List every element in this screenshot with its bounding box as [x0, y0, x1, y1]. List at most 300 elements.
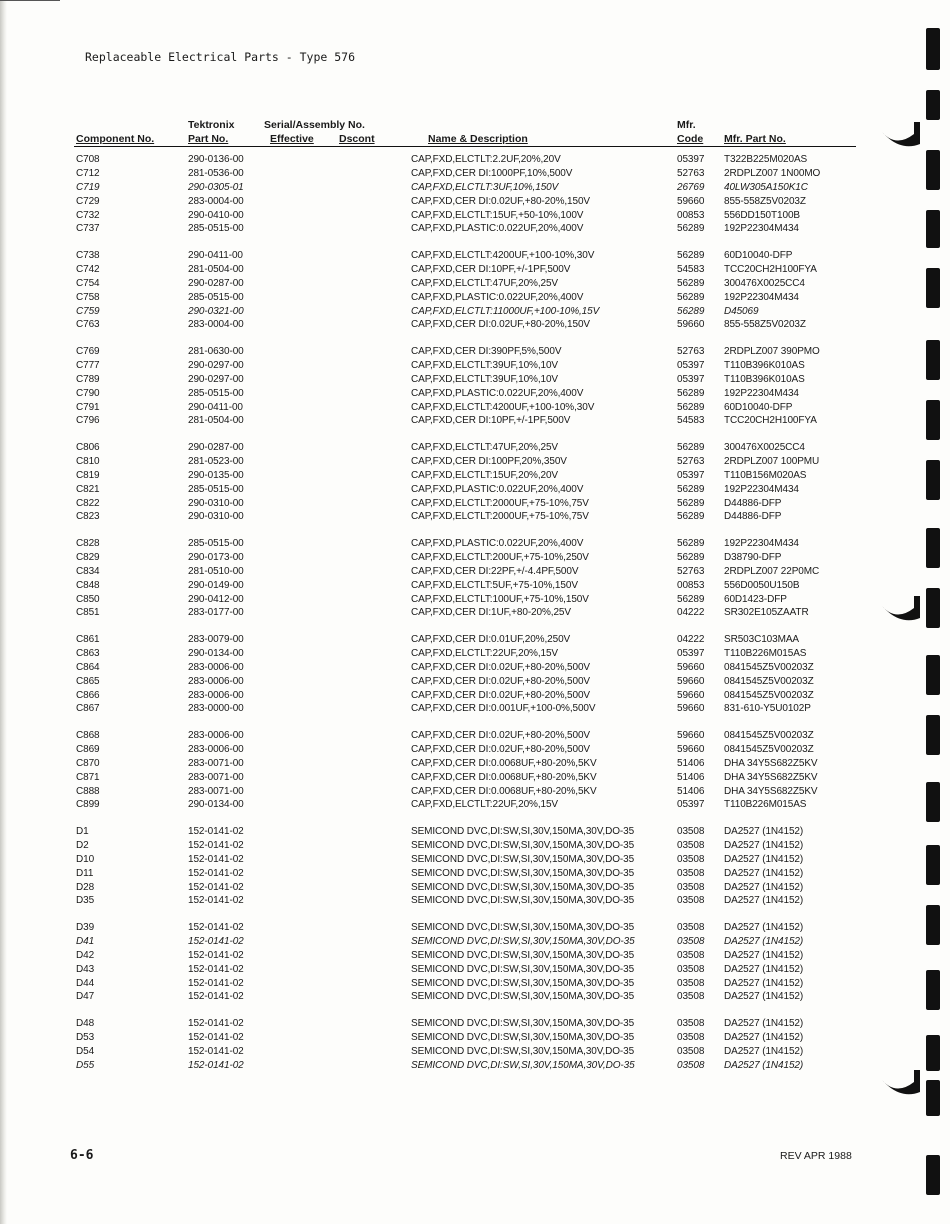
- tektronix-part-no-cell: 285-0515-00: [188, 538, 244, 549]
- tektronix-part-no-cell: 152-0141-02: [188, 881, 244, 893]
- mfr-code-cell: 03508: [677, 1045, 705, 1057]
- table-row: [0, 441, 880, 455]
- mfr-code-cell: 00853: [677, 579, 705, 591]
- tektronix-part-no-cell: 290-0287-00: [188, 277, 244, 289]
- mfr-part-no-cell: 831-610-Y5U0102P: [724, 703, 811, 715]
- name-description-cell: SEMICOND DVC,DI:SW,SI,30V,150MA,30V,DO-35: [411, 1059, 635, 1071]
- component-no-cell: C759: [76, 305, 100, 317]
- name-description-cell: SEMICOND DVC,DI:SW,SI,30V,150MA,30V,DO-35: [411, 977, 635, 989]
- mfr-code-cell: 59660: [677, 743, 705, 755]
- tektronix-part-no-cell: 290-0134-00: [188, 799, 244, 811]
- header-dscont: Dscont: [339, 133, 375, 145]
- table-row: [0, 702, 880, 716]
- component-no-cell: D11: [76, 867, 94, 879]
- tektronix-part-no-cell: 283-0006-00: [188, 743, 244, 755]
- registration-mark: [926, 460, 940, 500]
- name-description-cell: CAP,FXD,CER DI:0.02UF,+80-20%,150V: [411, 195, 591, 207]
- name-description-cell: SEMICOND DVC,DI:SW,SI,30V,150MA,30V,DO-35: [411, 922, 635, 933]
- component-no-cell: C738: [76, 250, 100, 261]
- component-no-cell: C867: [76, 703, 100, 715]
- component-no-cell: C866: [76, 689, 100, 701]
- registration-mark: [926, 268, 940, 308]
- tektronix-part-no-cell: 281-0630-00: [188, 346, 244, 357]
- tektronix-part-no-cell: 285-0515-00: [188, 223, 244, 235]
- parts-group: [0, 633, 880, 729]
- tektronix-part-no-cell: 290-0297-00: [188, 359, 244, 371]
- parts-group: [0, 537, 880, 633]
- header-serial-assembly: Serial/Assembly No.: [264, 119, 365, 131]
- table-row: [0, 510, 880, 524]
- tektronix-part-no-cell: 152-0141-02: [188, 1031, 244, 1043]
- mfr-code-cell: 56289: [677, 387, 705, 399]
- component-no-cell: C769: [76, 346, 100, 357]
- tektronix-part-no-cell: 281-0523-00: [188, 455, 244, 467]
- name-description-cell: SEMICOND DVC,DI:SW,SI,30V,150MA,30V,DO-35: [411, 963, 635, 975]
- name-description-cell: CAP,FXD,CER DI:22PF,+/-4.4PF,500V: [411, 565, 579, 577]
- name-description-cell: CAP,FXD,CER DI:10PF,+/-1PF,500V: [411, 415, 571, 427]
- mfr-code-cell: 59660: [677, 661, 705, 673]
- name-description-cell: CAP,FXD,ELCTLT:22UF,20%,15V: [411, 799, 558, 811]
- mfr-part-no-cell: 0841545Z5V00203Z: [724, 661, 814, 673]
- component-no-cell: C871: [76, 771, 100, 783]
- table-row: [0, 222, 880, 236]
- tektronix-part-no-cell: 290-0321-00: [188, 305, 244, 317]
- name-description-cell: SEMICOND DVC,DI:SW,SI,30V,150MA,30V,DO-35: [411, 895, 635, 907]
- mfr-part-no-cell: 556D0050U150B: [724, 579, 800, 591]
- component-no-cell: C732: [76, 209, 100, 221]
- mfr-code-cell: 03508: [677, 895, 705, 907]
- mfr-code-cell: 52763: [677, 565, 705, 577]
- name-description-cell: CAP,FXD,CER DI:0.0068UF,+80-20%,5KV: [411, 785, 597, 797]
- mfr-part-no-cell: SR302E105ZAATR: [724, 607, 809, 619]
- mfr-part-no-cell: 556DD150T100B: [724, 209, 800, 221]
- name-description-cell: CAP,FXD,PLASTIC:0.022UF,20%,400V: [411, 223, 584, 235]
- mfr-part-no-cell: 192P22304M434: [724, 223, 799, 235]
- name-description-cell: CAP,FXD,ELCTLT:5UF,+75-10%,150V: [411, 579, 578, 591]
- tektronix-part-no-cell: 290-0305-01: [188, 181, 244, 193]
- table-row: [0, 497, 880, 511]
- component-no-cell: C810: [76, 455, 100, 467]
- table-row: [0, 1017, 880, 1031]
- component-no-cell: C806: [76, 442, 100, 453]
- table-row: [0, 963, 880, 977]
- parts-group: [0, 825, 880, 921]
- mfr-code-cell: 56289: [677, 223, 705, 235]
- table-row: [0, 743, 880, 757]
- table-row: [0, 825, 880, 839]
- component-no-cell: D42: [76, 949, 95, 961]
- registration-mark: [926, 28, 940, 70]
- table-row: [0, 579, 880, 593]
- component-no-cell: C742: [76, 263, 100, 275]
- component-no-cell: C789: [76, 373, 100, 385]
- header-name-description: Name & Description: [428, 133, 528, 145]
- mfr-part-no-cell: 0841545Z5V00203Z: [724, 730, 814, 741]
- tektronix-part-no-cell: 281-0504-00: [188, 415, 244, 427]
- table-row: [0, 990, 880, 1004]
- table-row: [0, 867, 880, 881]
- mfr-code-cell: 03508: [677, 1059, 705, 1071]
- name-description-cell: CAP,FXD,ELCTLT:39UF,10%,10V: [411, 359, 558, 371]
- registration-mark: [926, 400, 940, 440]
- mfr-part-no-cell: 855-558Z5V0203Z: [724, 195, 806, 207]
- component-no-cell: D48: [76, 1018, 95, 1029]
- name-description-cell: CAP,FXD,CER DI:0.02UF,+80-20%,500V: [411, 743, 591, 755]
- name-description-cell: CAP,FXD,ELCTLT:11000UF,+100-10%,15V: [411, 305, 600, 317]
- table-row: [0, 949, 880, 963]
- mfr-part-no-cell: 192P22304M434: [724, 387, 799, 399]
- component-no-cell: C712: [76, 167, 100, 179]
- mfr-code-cell: 03508: [677, 1031, 705, 1043]
- component-no-cell: D28: [76, 881, 95, 893]
- registration-mark: [926, 1080, 940, 1116]
- name-description-cell: CAP,FXD,PLASTIC:0.022UF,20%,400V: [411, 387, 584, 399]
- registration-mark: [926, 782, 940, 822]
- table-row: [0, 387, 880, 401]
- name-description-cell: CAP,FXD,ELCTLT:47UF,20%,25V: [411, 277, 558, 289]
- table-row: [0, 921, 880, 935]
- mfr-code-cell: 04222: [677, 634, 705, 645]
- mfr-code-cell: 59660: [677, 195, 705, 207]
- table-row: [0, 1031, 880, 1045]
- table-row: [0, 853, 880, 867]
- name-description-cell: CAP,FXD,ELCTLT:22UF,20%,15V: [411, 647, 558, 659]
- registration-mark: [926, 1155, 940, 1195]
- tektronix-part-no-cell: 285-0515-00: [188, 291, 244, 303]
- name-description-cell: SEMICOND DVC,DI:SW,SI,30V,150MA,30V,DO-35: [411, 1031, 635, 1043]
- component-no-cell: C870: [76, 757, 100, 769]
- mfr-part-no-cell: DA2527 (1N4152): [724, 867, 804, 879]
- mfr-part-no-cell: 300476X0025CC4: [724, 277, 805, 289]
- table-row: [0, 167, 880, 181]
- component-no-cell: C708: [76, 154, 100, 165]
- name-description-cell: CAP,FXD,PLASTIC:0.022UF,20%,400V: [411, 483, 584, 495]
- name-description-cell: CAP,FXD,ELCTLT:15UF,+50-10%,100V: [411, 209, 584, 221]
- component-no-cell: C865: [76, 675, 100, 687]
- parts-group: [0, 441, 880, 537]
- scan-top-rule: [0, 0, 60, 1]
- registration-mark: [926, 905, 940, 945]
- mfr-code-cell: 03508: [677, 839, 705, 851]
- table-row: [0, 757, 880, 771]
- mfr-code-cell: 56289: [677, 250, 705, 261]
- mfr-part-no-cell: SR503C103MAA: [724, 634, 799, 645]
- mfr-code-cell: 51406: [677, 771, 705, 783]
- table-row: [0, 771, 880, 785]
- name-description-cell: CAP,FXD,ELCTLT:3UF,10%,150V: [411, 181, 559, 193]
- table-row: [0, 249, 880, 263]
- component-no-cell: C829: [76, 551, 100, 563]
- mfr-part-no-cell: DA2527 (1N4152): [724, 935, 804, 947]
- component-no-cell: C863: [76, 647, 100, 659]
- binder-tab-icon: [880, 1066, 922, 1096]
- table-row: [0, 633, 880, 647]
- component-no-cell: C796: [76, 415, 100, 427]
- mfr-part-no-cell: T110B226M015AS: [724, 647, 807, 659]
- header-component-no: Component No.: [76, 133, 155, 145]
- tektronix-part-no-cell: 283-0004-00: [188, 195, 244, 207]
- registration-mark: [926, 970, 940, 1010]
- tektronix-part-no-cell: 290-0287-00: [188, 442, 244, 453]
- mfr-part-no-cell: T110B396K010AS: [724, 373, 805, 385]
- name-description-cell: CAP,FXD,ELCTLT:39UF,10%,10V: [411, 373, 558, 385]
- mfr-code-cell: 56289: [677, 442, 705, 453]
- mfr-part-no-cell: DA2527 (1N4152): [724, 853, 804, 865]
- mfr-code-cell: 26769: [677, 181, 705, 193]
- component-no-cell: C861: [76, 634, 100, 645]
- mfr-part-no-cell: D45069: [724, 305, 759, 317]
- name-description-cell: CAP,FXD,CER DI:0.02UF,+80-20%,500V: [411, 730, 591, 741]
- tektronix-part-no-cell: 290-0136-00: [188, 154, 244, 165]
- component-no-cell: D39: [76, 922, 95, 933]
- table-row: [0, 277, 880, 291]
- tektronix-part-no-cell: 290-0297-00: [188, 373, 244, 385]
- table-row: [0, 537, 880, 551]
- name-description-cell: CAP,FXD,ELCTLT:2.2UF,20%,20V: [411, 154, 561, 165]
- mfr-code-cell: 56289: [677, 593, 705, 605]
- table-row: [0, 839, 880, 853]
- mfr-code-cell: 03508: [677, 963, 705, 975]
- tektronix-part-no-cell: 290-0410-00: [188, 209, 244, 221]
- component-no-cell: C719: [76, 181, 100, 193]
- header-rule: [74, 146, 856, 147]
- name-description-cell: CAP,FXD,CER DI:0.02UF,+80-20%,500V: [411, 689, 591, 701]
- table-row: [0, 593, 880, 607]
- name-description-cell: CAP,FXD,ELCTLT:2000UF,+75-10%,75V: [411, 511, 589, 523]
- mfr-code-cell: 03508: [677, 853, 705, 865]
- mfr-code-cell: 56289: [677, 538, 705, 549]
- mfr-code-cell: 03508: [677, 977, 705, 989]
- component-no-cell: D55: [76, 1059, 95, 1071]
- header-mfr-part-no: Mfr. Part No.: [724, 133, 786, 145]
- tektronix-part-no-cell: 152-0141-02: [188, 853, 244, 865]
- tektronix-part-no-cell: 281-0510-00: [188, 565, 244, 577]
- component-no-cell: C791: [76, 401, 100, 413]
- table-row: [0, 675, 880, 689]
- component-no-cell: C729: [76, 195, 100, 207]
- mfr-code-cell: 05397: [677, 154, 705, 165]
- name-description-cell: CAP,FXD,ELCTLT:100UF,+75-10%,150V: [411, 593, 589, 605]
- table-row: [0, 977, 880, 991]
- component-no-cell: C848: [76, 579, 100, 591]
- component-no-cell: C754: [76, 277, 100, 289]
- mfr-part-no-cell: DA2527 (1N4152): [724, 977, 804, 989]
- mfr-part-no-cell: TCC20CH2H100FYA: [724, 415, 817, 427]
- table-row: [0, 181, 880, 195]
- mfr-part-no-cell: DA2527 (1N4152): [724, 1045, 804, 1057]
- table-row: [0, 647, 880, 661]
- name-description-cell: SEMICOND DVC,DI:SW,SI,30V,150MA,30V,DO-35: [411, 1018, 635, 1029]
- mfr-part-no-cell: DA2527 (1N4152): [724, 1059, 804, 1071]
- parts-group: [0, 345, 880, 441]
- component-no-cell: D47: [76, 991, 95, 1003]
- tektronix-part-no-cell: 152-0141-02: [188, 977, 244, 989]
- tektronix-part-no-cell: 283-0177-00: [188, 607, 244, 619]
- name-description-cell: SEMICOND DVC,DI:SW,SI,30V,150MA,30V,DO-35: [411, 991, 635, 1003]
- component-no-cell: C888: [76, 785, 100, 797]
- component-no-cell: C758: [76, 291, 100, 303]
- table-row: [0, 345, 880, 359]
- mfr-part-no-cell: DA2527 (1N4152): [724, 991, 804, 1003]
- mfr-part-no-cell: 2RDPLZ007 390PMO: [724, 346, 820, 357]
- tektronix-part-no-cell: 290-0149-00: [188, 579, 244, 591]
- header-effective: Effective: [270, 133, 314, 145]
- table-row: [0, 209, 880, 223]
- mfr-code-cell: 56289: [677, 483, 705, 495]
- name-description-cell: SEMICOND DVC,DI:SW,SI,30V,150MA,30V,DO-35: [411, 935, 635, 947]
- mfr-part-no-cell: DHA 34Y5S682Z5KV: [724, 771, 818, 783]
- mfr-code-cell: 03508: [677, 1018, 705, 1029]
- table-row: [0, 153, 880, 167]
- name-description-cell: SEMICOND DVC,DI:SW,SI,30V,150MA,30V,DO-35: [411, 1045, 635, 1057]
- component-no-cell: C823: [76, 511, 100, 523]
- mfr-code-cell: 52763: [677, 346, 705, 357]
- registration-mark: [926, 210, 940, 248]
- mfr-code-cell: 59660: [677, 730, 705, 741]
- mfr-code-cell: 56289: [677, 277, 705, 289]
- mfr-part-no-cell: 2RDPLZ007 1N00MO: [724, 167, 821, 179]
- name-description-cell: CAP,FXD,CER DI:0.0068UF,+80-20%,5KV: [411, 771, 597, 783]
- component-no-cell: D41: [76, 935, 95, 947]
- mfr-code-cell: 59660: [677, 319, 705, 331]
- mfr-part-no-cell: 40LW305A150K1C: [724, 181, 808, 193]
- table-row: [0, 291, 880, 305]
- name-description-cell: SEMICOND DVC,DI:SW,SI,30V,150MA,30V,DO-35: [411, 826, 635, 837]
- mfr-part-no-cell: 0841545Z5V00203Z: [724, 689, 814, 701]
- table-row: [0, 565, 880, 579]
- mfr-code-cell: 04222: [677, 607, 705, 619]
- mfr-code-cell: 56289: [677, 551, 705, 563]
- binder-tab-icon: [880, 118, 922, 148]
- component-no-cell: D35: [76, 895, 95, 907]
- tektronix-part-no-cell: 290-0135-00: [188, 469, 244, 481]
- name-description-cell: CAP,FXD,CER DI:1000PF,10%,500V: [411, 167, 573, 179]
- name-description-cell: CAP,FXD,ELCTLT:2000UF,+75-10%,75V: [411, 497, 589, 509]
- component-no-cell: C819: [76, 469, 100, 481]
- mfr-code-cell: 59660: [677, 675, 705, 687]
- mfr-part-no-cell: 0841545Z5V00203Z: [724, 743, 814, 755]
- table-row: [0, 263, 880, 277]
- tektronix-part-no-cell: 285-0515-00: [188, 483, 244, 495]
- mfr-part-no-cell: 192P22304M434: [724, 538, 799, 549]
- name-description-cell: CAP,FXD,CER DI:0.01UF,20%,250V: [411, 634, 571, 645]
- tektronix-part-no-cell: 290-0412-00: [188, 593, 244, 605]
- registration-mark: [926, 340, 940, 380]
- table-row: [0, 785, 880, 799]
- mfr-part-no-cell: D44886-DFP: [724, 511, 782, 523]
- component-no-cell: D53: [76, 1031, 95, 1043]
- registration-mark: [926, 588, 940, 628]
- page-title: Replaceable Electrical Parts - Type 576: [85, 50, 356, 64]
- mfr-code-cell: 56289: [677, 291, 705, 303]
- mfr-code-cell: 03508: [677, 826, 705, 837]
- tektronix-part-no-cell: 283-0071-00: [188, 757, 244, 769]
- name-description-cell: CAP,FXD,PLASTIC:0.022UF,20%,400V: [411, 291, 584, 303]
- table-row: [0, 318, 880, 332]
- component-no-cell: C869: [76, 743, 100, 755]
- mfr-code-cell: 00853: [677, 209, 705, 221]
- parts-list: [0, 153, 880, 1113]
- mfr-code-cell: 05397: [677, 469, 705, 481]
- tektronix-part-no-cell: 283-0006-00: [188, 675, 244, 687]
- registration-mark: [926, 90, 940, 120]
- mfr-part-no-cell: DA2527 (1N4152): [724, 1018, 804, 1029]
- mfr-part-no-cell: DHA 34Y5S682Z5KV: [724, 757, 818, 769]
- table-row: [0, 455, 880, 469]
- parts-group: [0, 153, 880, 249]
- tektronix-part-no-cell: 283-0006-00: [188, 661, 244, 673]
- mfr-part-no-cell: 0841545Z5V00203Z: [724, 675, 814, 687]
- mfr-part-no-cell: 2RDPLZ007 22P0MC: [724, 565, 820, 577]
- mfr-code-cell: 51406: [677, 785, 705, 797]
- mfr-part-no-cell: TCC20CH2H100FYA: [724, 263, 817, 275]
- component-no-cell: C763: [76, 319, 100, 331]
- name-description-cell: CAP,FXD,CER DI:390PF,5%,500V: [411, 346, 562, 357]
- component-no-cell: C790: [76, 387, 100, 399]
- mfr-code-cell: 52763: [677, 167, 705, 179]
- name-description-cell: SEMICOND DVC,DI:SW,SI,30V,150MA,30V,DO-35: [411, 839, 635, 851]
- mfr-part-no-cell: DA2527 (1N4152): [724, 963, 804, 975]
- name-description-cell: CAP,FXD,CER DI:100PF,20%,350V: [411, 455, 567, 467]
- table-row: [0, 373, 880, 387]
- registration-mark: [926, 715, 940, 755]
- mfr-code-cell: 56289: [677, 511, 705, 523]
- table-row: [0, 414, 880, 428]
- name-description-cell: SEMICOND DVC,DI:SW,SI,30V,150MA,30V,DO-35: [411, 867, 635, 879]
- mfr-code-cell: 59660: [677, 703, 705, 715]
- mfr-part-no-cell: 855-558Z5V0203Z: [724, 319, 806, 331]
- table-row: [0, 305, 880, 319]
- tektronix-part-no-cell: 283-0006-00: [188, 689, 244, 701]
- tektronix-part-no-cell: 152-0141-02: [188, 963, 244, 975]
- mfr-part-no-cell: 192P22304M434: [724, 483, 799, 495]
- tektronix-part-no-cell: 283-0079-00: [188, 634, 244, 645]
- mfr-code-cell: 03508: [677, 949, 705, 961]
- table-row: [0, 483, 880, 497]
- mfr-part-no-cell: 2RDPLZ007 100PMU: [724, 455, 820, 467]
- mfr-part-no-cell: DA2527 (1N4152): [724, 1031, 804, 1043]
- mfr-code-cell: 59660: [677, 689, 705, 701]
- header-tektronix: Tektronix: [188, 119, 235, 131]
- registration-mark: [926, 655, 940, 695]
- tektronix-part-no-cell: 290-0411-00: [188, 401, 243, 413]
- name-description-cell: CAP,FXD,ELCTLT:4200UF,+100-10%,30V: [411, 250, 595, 261]
- tektronix-part-no-cell: 152-0141-02: [188, 1059, 244, 1071]
- name-description-cell: CAP,FXD,CER DI:0.0068UF,+80-20%,5KV: [411, 757, 597, 769]
- mfr-part-no-cell: 60D10040-DFP: [724, 401, 793, 413]
- mfr-part-no-cell: T110B396K010AS: [724, 359, 805, 371]
- tektronix-part-no-cell: 283-0071-00: [188, 771, 244, 783]
- mfr-part-no-cell: DA2527 (1N4152): [724, 826, 804, 837]
- component-no-cell: C737: [76, 223, 100, 235]
- component-no-cell: D54: [76, 1045, 95, 1057]
- component-no-cell: C850: [76, 593, 100, 605]
- name-description-cell: CAP,FXD,ELCTLT:15UF,20%,20V: [411, 469, 558, 481]
- mfr-code-cell: 03508: [677, 867, 705, 879]
- table-row: [0, 881, 880, 895]
- name-description-cell: CAP,FXD,CER DI:0.02UF,+80-20%,150V: [411, 319, 591, 331]
- name-description-cell: CAP,FXD,CER DI:1UF,+80-20%,25V: [411, 607, 571, 619]
- name-description-cell: SEMICOND DVC,DI:SW,SI,30V,150MA,30V,DO-35: [411, 949, 635, 961]
- component-no-cell: D1: [76, 826, 89, 837]
- mfr-code-cell: 03508: [677, 991, 705, 1003]
- binder-tab-icon: [880, 592, 922, 622]
- tektronix-part-no-cell: 290-0310-00: [188, 511, 244, 523]
- name-description-cell: CAP,FXD,CER DI:0.02UF,+80-20%,500V: [411, 675, 591, 687]
- component-no-cell: C828: [76, 538, 100, 549]
- tektronix-part-no-cell: 152-0141-02: [188, 935, 244, 947]
- table-row: [0, 729, 880, 743]
